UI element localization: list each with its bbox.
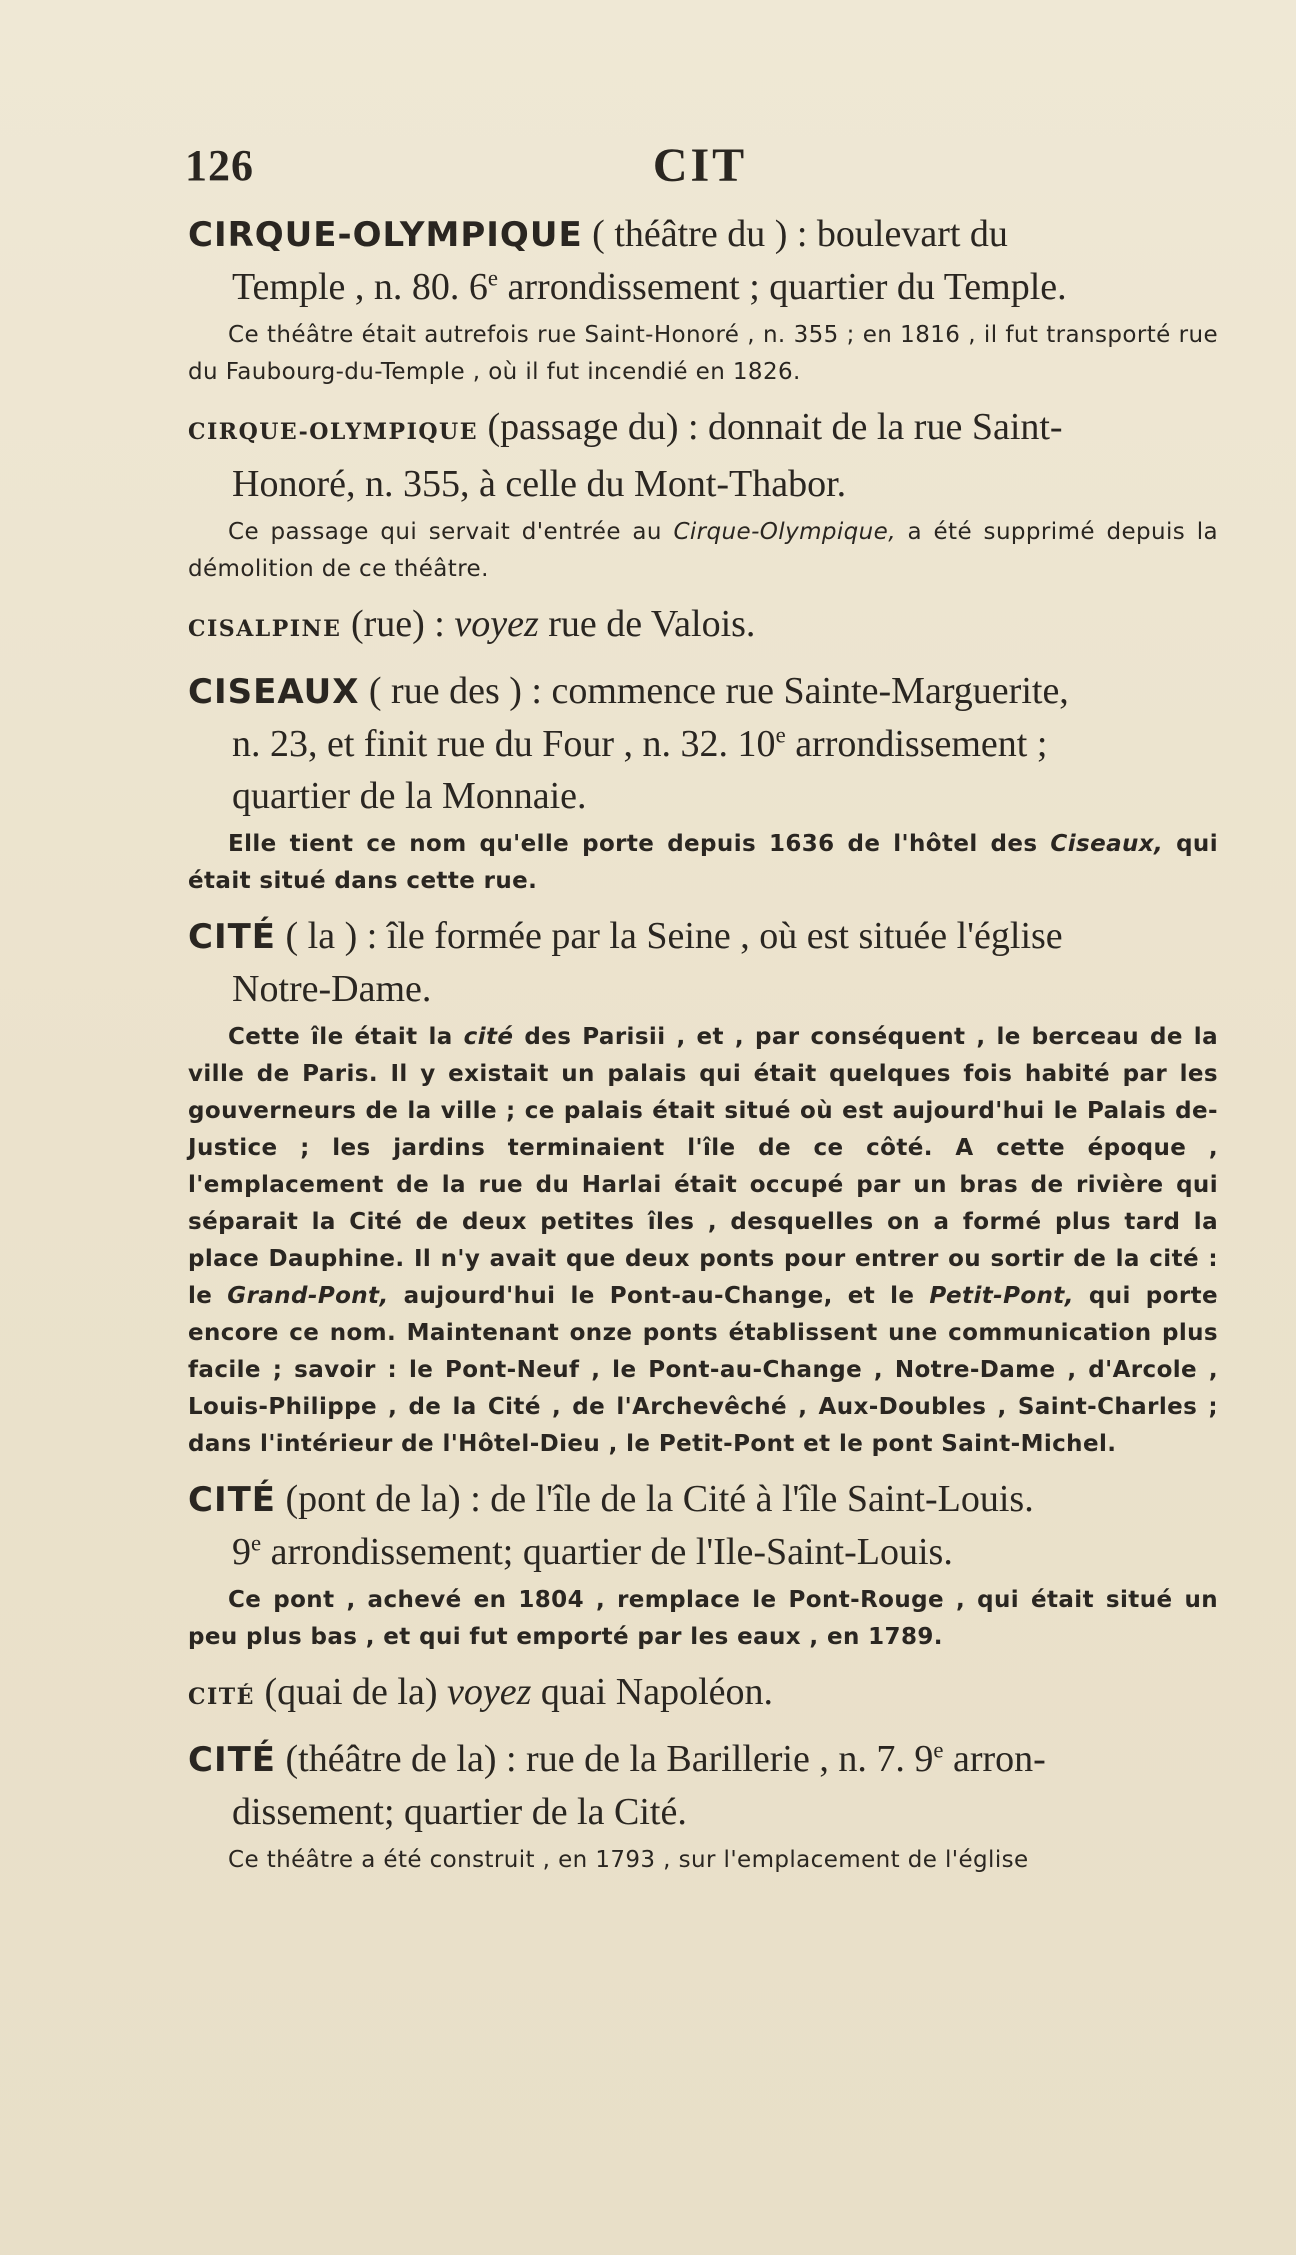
entry-heading [188, 598, 1218, 655]
entry-italic: voyez [446, 1671, 532, 1713]
entry-line-1: ( rue des ) : commence rue Sainte-Marguerite, [359, 670, 1069, 712]
note-text: Cette île était la [228, 1024, 464, 1050]
note-text: a été supprimé depuis la démolition de ce théâtre. [188, 519, 1218, 582]
note-text: Elle tient ce nom qu'elle porte depuis 1636 de l'hôtel des [228, 831, 1051, 857]
entry-heading [188, 910, 1218, 1015]
entry-cirque-olympique-theatre [188, 208, 1218, 391]
note-italic: Ciseaux, [1050, 831, 1164, 857]
note-italic: cité [463, 1024, 514, 1050]
entry-line-1a: (théâtre de la) : rue de la Barillerie , n. 7. 9 [276, 1738, 934, 1780]
entry-line-1: ( théâtre du ) : boulevart du [582, 213, 1008, 255]
entry-cite-theatre [188, 1733, 1218, 1879]
entry-cite-quai [188, 1666, 1218, 1723]
headword: CITÉ [188, 917, 277, 957]
headword: CIRQUE-OLYMPIQUE [188, 419, 478, 445]
entry-line-1b: quai Napoléon. [531, 1671, 774, 1713]
entry-line-2b: arrondissement ; quartier du Temple. [498, 266, 1067, 308]
entry-heading [188, 208, 1218, 313]
entry-continuation [188, 1526, 1218, 1578]
headword: CITÉ [188, 1684, 255, 1710]
entry-note: Ce théâtre a été construit , en 1793 , sur l'emplacement de l'église [228, 1847, 1029, 1873]
headword: CISALPINE [188, 616, 342, 642]
note-text: qui était situé dans cette rue. [188, 831, 1218, 894]
page-number: 126 [185, 141, 254, 190]
entry-line-1: (pont de la) : de l'île de la Cité à l'île Saint-Louis. [276, 1478, 1034, 1520]
entry-note: Ce pont , achevé en 1804 , remplace le Pont-Rouge , qui était situé un peu plus bas , et qui fut emporté par les eaux , en 1789. [188, 1587, 1218, 1650]
entry-note [188, 826, 1218, 900]
entry-line-2a: Temple , n. 80. 6 [232, 266, 488, 308]
entry-continuation [188, 718, 1218, 770]
entry-line-2a: 9 [232, 1531, 251, 1573]
entry-cite-pont [188, 1473, 1218, 1656]
entry-ciseaux [188, 665, 1218, 900]
entry-line-1b: rue de Valois. [538, 603, 756, 645]
dictionary-entries [188, 208, 1218, 1889]
note-italic: Grand-Pont, [227, 1283, 389, 1309]
entry-continuation [188, 261, 1218, 313]
entry-line-1: ( la ) : île formée par la Seine , où est située l'église [276, 915, 1063, 957]
page-header [185, 140, 1215, 200]
note-italic: Cirque-Olympique, [673, 519, 896, 545]
note-italic: Petit-Pont, [929, 1283, 1074, 1309]
entry-line-1a: (rue) : [341, 603, 455, 645]
entry-heading [188, 401, 1218, 510]
entry-cisalpine [188, 598, 1218, 655]
note-text: aujourd'hui le Pont-au-Change, et le [388, 1283, 930, 1309]
superscript: e [775, 722, 786, 748]
entry-line-1: (passage du) : donnait de la rue Saint- [477, 406, 1063, 448]
entry-heading [188, 665, 1218, 822]
entry-continuation: Honoré, n. 355, à celle du Mont-Thabor. [232, 463, 847, 505]
entry-heading [188, 1666, 1218, 1723]
entry-cite-ile [188, 910, 1218, 1463]
superscript: e [487, 265, 499, 291]
entry-continuation: dissement; quartier de la Cité. [232, 1791, 687, 1833]
headword: CITÉ [188, 1740, 277, 1780]
entry-line-1a: (quai de la) [254, 1671, 447, 1713]
entry-line-1b: arron- [943, 1738, 1046, 1780]
entry-heading [188, 1733, 1218, 1838]
headword: CITÉ [188, 1480, 277, 1520]
running-head: CIT [652, 139, 748, 192]
entry-line-2b: arrondissement ; [785, 723, 1048, 765]
entry-note [188, 1019, 1218, 1463]
headword: CISEAUX [188, 672, 360, 712]
entry-cirque-olympique-passage [188, 401, 1218, 588]
entry-italic: voyez [454, 603, 539, 645]
entry-line-2b: arrondissement; quartier de l'Ile-Saint-Louis. [261, 1531, 953, 1573]
entry-continuation: Notre-Dame. [232, 968, 432, 1010]
headword: CIRQUE-OLYMPIQUE [188, 215, 583, 255]
note-text: qui porte encore ce nom. Maintenant onze ponts établissent une communication plus facile ; savoir : le Pont-Neuf , le Pont-au-Change , Notre-Dame , d'Arcole , Louis-Philippe , de la Cité , de l'Archevêché , Aux-Doubles , Saint-Charles ; dans l'intérieur de l'Hôtel-Dieu , le Petit-Pont et le pont Saint-Michel. [188, 1283, 1218, 1457]
entry-line-2a: n. 23, et finit rue du Four , n. 32. 10 [232, 723, 776, 765]
superscript: e [933, 1737, 944, 1763]
note-text: des Parisii , et , par conséquent , le berceau de la ville de Paris. Il y existait un palais qui était quelques fois habité par les gouverneurs de la ville ; ce palais était situé où est aujourd'hui le Palais de-Justice ; les jardins terminaient l'île de ce côté. A cette époque , l'emplacement de la rue du Harlai était occupé par un bras de rivière qui séparait la Cité de deux petites îles , desquelles on a formé plus tard la place Dauphine. Il n'y avait que deux ponts pour entrer ou sortir de la cité : le [188, 1024, 1218, 1309]
superscript: e [251, 1530, 262, 1556]
entry-continuation: quartier de la Monnaie. [232, 775, 587, 817]
entry-heading [188, 1473, 1218, 1578]
entry-note [188, 514, 1218, 588]
note-text: Ce passage qui servait d'entrée au [228, 519, 674, 545]
entry-note: Ce théâtre était autrefois rue Saint-Honoré , n. 355 ; en 1816 , il fut transporté rue du Faubourg-du-Temple , où il fut incendié en 1826. [188, 322, 1218, 385]
